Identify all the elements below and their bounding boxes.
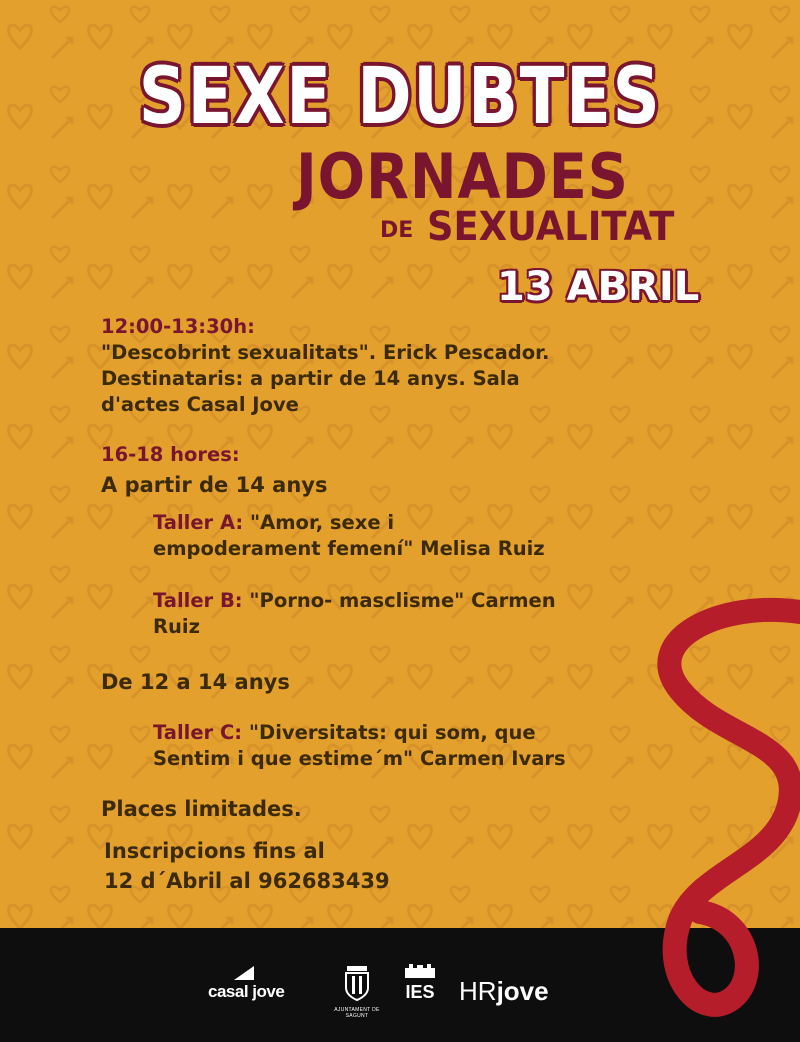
taller-c-title: "Diversitats: qui som, que <box>242 721 536 744</box>
hrjove-logo: HRjove <box>459 976 549 1006</box>
taller-c-label: Taller C: <box>153 721 243 744</box>
subtitle-sexualitat: SEXUALITAT <box>427 204 675 250</box>
taller-b-label: Taller B: <box>153 589 243 612</box>
session1-line3: d'actes Casal Jove <box>101 393 299 416</box>
taller-a-line1 <box>153 510 394 536</box>
session1-time: 12:00-13:30h: <box>101 315 255 338</box>
taller-a-title: "Amor, sexe i <box>243 511 395 534</box>
places-limited: Places limitades. <box>101 797 302 821</box>
taller-b-line1 <box>153 588 556 614</box>
main-title: SEXE DUBTES <box>138 52 662 142</box>
taller-b-title: "Porno- masclisme" Carmen <box>242 589 556 612</box>
event-date: 13 ABRIL <box>497 264 700 310</box>
taller-c-line1 <box>153 720 536 746</box>
coat-of-arms-icon <box>343 964 371 1002</box>
castle-icon <box>403 962 437 978</box>
inscriptions-line2: 12 d´Abril al 962683439 <box>104 869 390 893</box>
session1-line1: "Descobrint sexualitats". Erick Pescador. <box>101 341 550 364</box>
subtitle-de: DE <box>380 218 414 243</box>
session1-line2: Destinataris: a partir de 14 anys. Sala <box>101 367 520 390</box>
taller-b-line2: Ruiz <box>153 615 200 638</box>
session2-group1: A partir de 14 anys <box>101 473 328 497</box>
taller-a-label: Taller A: <box>153 511 244 534</box>
subtitle-jornades: JORNADES <box>296 140 629 213</box>
taller-a-line2: empoderament femení" Melisa Ruiz <box>153 537 545 560</box>
taller-c-line2: Sentim i que estime´m" Carmen Ivars <box>153 747 566 770</box>
ies-logo: IES <box>398 962 442 1001</box>
ajuntament-sagunt-logo: AJUNTAMENT DE SAGUNT <box>327 964 387 1019</box>
inscriptions-line1: Inscripcions fins al <box>104 839 325 863</box>
session2-time: 16-18 hores: <box>101 443 240 466</box>
casal-jove-logo: casal jove <box>208 966 284 1002</box>
session2-group2: De 12 a 14 anys <box>101 670 290 694</box>
